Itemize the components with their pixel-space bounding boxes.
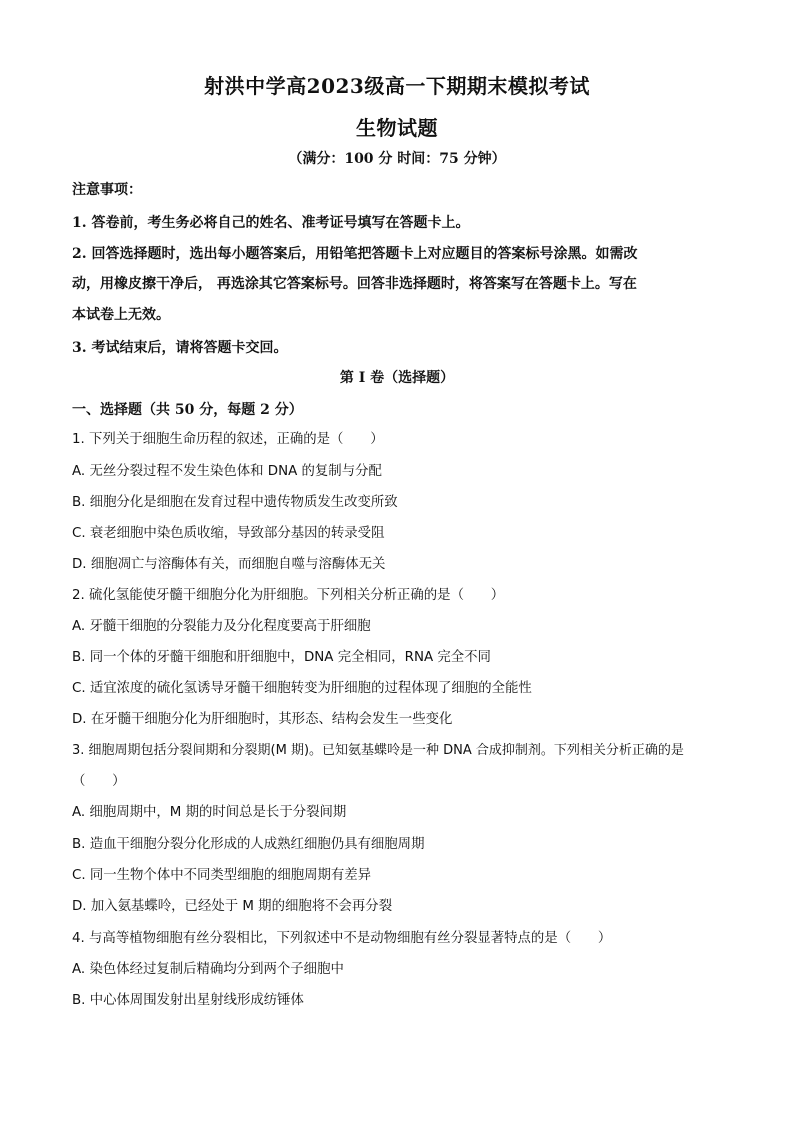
question-option: A. 无丝分裂过程不发生染色体和 DNA 的复制与分配 <box>72 464 382 479</box>
question-option: A. 牙髓干细胞的分裂能力及分化程度要高于肝细胞 <box>72 619 371 634</box>
question-option: B. 细胞分化是细胞在发育过程中遗传物质发生改变所致 <box>72 495 398 510</box>
section-heading: 一、选择题（共 50 分，每题 2 分） <box>72 402 303 418</box>
question-option: B. 造血干细胞分裂分化形成的人成熟红细胞仍具有细胞周期 <box>72 837 425 852</box>
question-option: B. 中心体周围发射出星射线形成纺锤体 <box>72 993 304 1008</box>
question-option: C. 衰老细胞中染色质收缩，导致部分基因的转录受阻 <box>72 526 385 541</box>
question-stem: 2. 硫化氢能使牙髓干细胞分化为肝细胞。下列相关分析正确的是（ ） <box>72 588 505 603</box>
question-stem: （ ） <box>72 774 126 789</box>
question-option: C. 同一生物个体中不同类型细胞的细胞周期有差异 <box>72 868 372 883</box>
notice-line: 3. 考试结束后，请将答题卡交回。 <box>72 340 288 356</box>
notice-line: 1. 答卷前，考生务必将自己的姓名、准考证号填写在答题卡上。 <box>72 215 470 231</box>
exam-title: 射洪中学高2023级高一下期期末模拟考试 <box>204 74 590 98</box>
notice-line: 2. 回答选择题时，选出每小题答案后，用铅笔把答题卡上对应题目的答案标号涂黑。如需改 <box>72 246 638 262</box>
question-option: A. 染色体经过复制后精确均分到两个子细胞中 <box>72 962 344 977</box>
question-stem: 3. 细胞周期包括分裂间期和分裂期(M 期)。已知氨基蝶呤是一种 DNA 合成抑制剂。下列相关分析正确的是 <box>72 743 684 758</box>
notice-heading: 注意事项： <box>72 182 142 198</box>
notice-line: 本试卷上无效。 <box>72 307 170 323</box>
part-title: 第 I 卷（选择题） <box>339 370 455 386</box>
question-stem: 4. 与高等植物细胞有丝分裂相比，下列叙述中不是动物细胞有丝分裂显著特点的是（ ） <box>72 931 612 946</box>
question-option: A. 细胞周期中，M 期的时间总是长于分裂间期 <box>72 805 347 820</box>
question-option: D. 加入氨基蝶呤，已经处于 M 期的细胞将不会再分裂 <box>72 899 393 914</box>
question-option: B. 同一个体的牙髓干细胞和肝细胞中，DNA 完全相同，RNA 完全不同 <box>72 650 491 665</box>
question-option: C. 适宜浓度的硫化氢诱导牙髓干细胞转变为肝细胞的过程体现了细胞的全能性 <box>72 681 532 696</box>
exam-subject: 生物试题 <box>356 116 438 140</box>
question-option: D. 在牙髓干细胞分化为肝细胞时，其形态、结构会发生一些变化 <box>72 712 453 727</box>
notice-line: 动，用橡皮擦干净后， 再选涂其它答案标号。回答非选择题时，将答案写在答题卡上。写在 <box>72 276 637 292</box>
question-option: D. 细胞凋亡与溶酶体有关，而细胞自噬与溶酶体无关 <box>72 557 386 572</box>
question-stem: 1. 下列关于细胞生命历程的叙述，正确的是（ ） <box>72 432 384 447</box>
exam-meta: （满分：100 分 时间：75 分钟） <box>288 151 506 167</box>
